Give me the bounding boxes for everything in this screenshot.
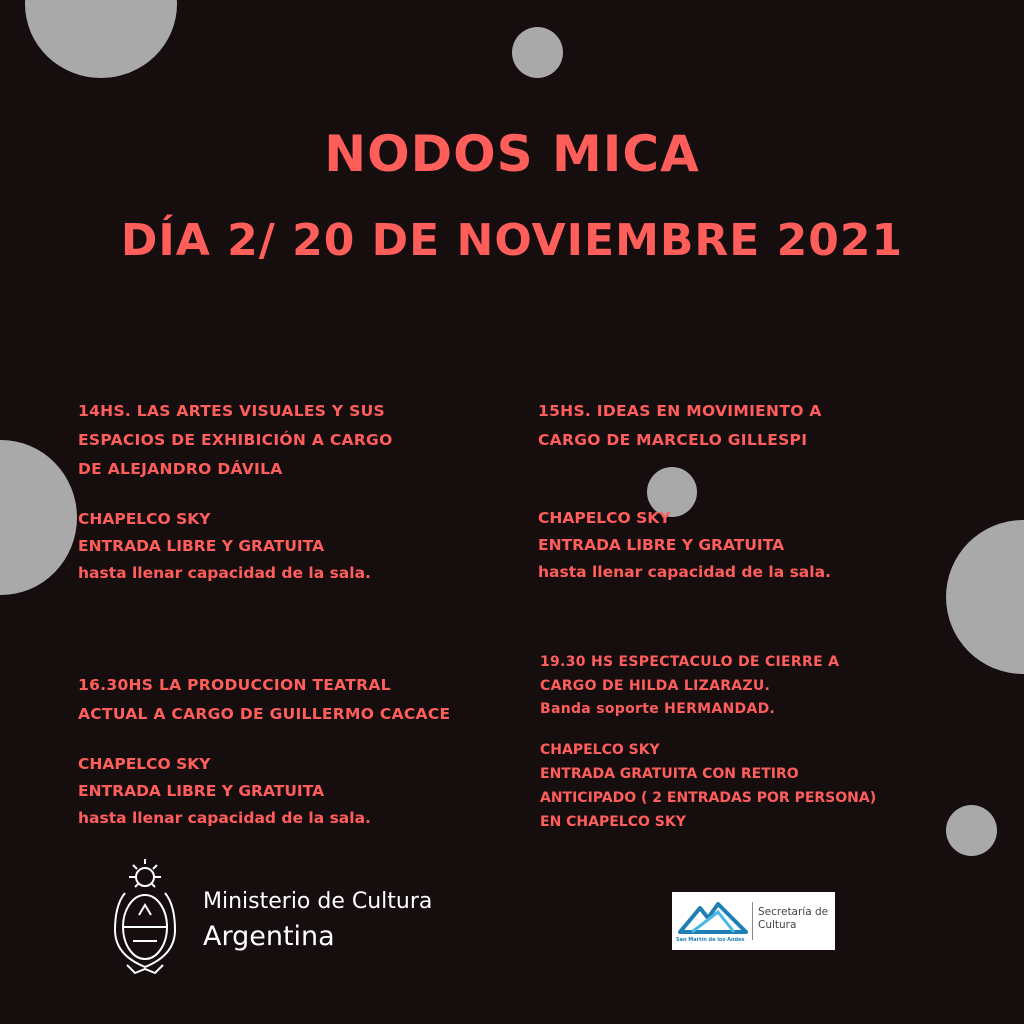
event-venue-line: ENTRADA GRATUITA CON RETIRO [540, 765, 799, 782]
event-venue-line: CHAPELCO SKY [540, 741, 660, 758]
event-heading-line: CARGO DE MARCELO GILLESPI [538, 431, 808, 449]
secretaria-name-line-2: Cultura [758, 919, 797, 931]
event-heading-line: 15HS. IDEAS EN MOVIMIENTO A [538, 402, 822, 420]
event-block-2 [538, 397, 831, 586]
event-venue-line: hasta llenar capacidad de la sala. [78, 564, 371, 582]
event-heading-line: ESPACIOS DE EXHIBICIÓN A CARGO [78, 431, 393, 449]
ministry-logo [105, 855, 465, 985]
event-block-3 [78, 671, 450, 832]
decor-circle-top-center [512, 27, 563, 78]
event-heading [78, 671, 450, 729]
event-venue [78, 506, 393, 587]
event-venue-line: CHAPELCO SKY [78, 755, 211, 773]
decor-circle-top-left [25, 0, 177, 78]
event-venue-line: ANTICIPADO ( 2 ENTRADAS POR PERSONA) [540, 789, 877, 806]
event-venue-line: ENTRADA LIBRE Y GRATUITA [538, 536, 785, 554]
event-venue-line: ENTRADA LIBRE Y GRATUITA [78, 537, 325, 555]
event-block-1 [78, 397, 393, 587]
mountain-logo-icon [678, 898, 748, 934]
event-venue [538, 505, 831, 586]
event-heading-line: 14HS. LAS ARTES VISUALES Y SUS [78, 402, 385, 420]
event-venue-line: CHAPELCO SKY [538, 509, 671, 527]
event-block-4 [540, 651, 876, 834]
event-venue [78, 751, 450, 832]
event-heading-line: CARGO DE HILDA LIZARAZU. [540, 677, 771, 694]
ministry-name-line-1: Ministerio de Cultura [203, 889, 433, 914]
event-venue [540, 738, 876, 834]
decor-circle-mid-right [946, 520, 1024, 674]
secretaria-cultura-logo [672, 892, 835, 950]
page-title: NODOS MICA [324, 125, 700, 183]
event-heading [540, 651, 876, 722]
decor-circle-mid-left [0, 440, 77, 595]
event-venue-line: CHAPELCO SKY [78, 510, 211, 528]
ministry-name-line-2: Argentina [203, 921, 335, 952]
event-venue-line: hasta llenar capacidad de la sala. [78, 809, 371, 827]
event-venue-line: EN CHAPELCO SKY [540, 813, 686, 830]
event-heading-line: 16.30HS LA PRODUCCION TEATRAL [78, 676, 391, 694]
event-heading [78, 397, 393, 484]
logo-divider [752, 902, 753, 940]
secretaria-name-line-1: Secretaría de [758, 906, 829, 918]
event-heading-line: DE ALEJANDRO DÁVILA [78, 460, 283, 478]
event-heading-line: 19.30 HS ESPECTACULO DE CIERRE A [540, 654, 840, 670]
page-subtitle: DÍA 2/ 20 DE NOVIEMBRE 2021 [120, 215, 904, 266]
event-venue-line: hasta llenar capacidad de la sala. [538, 563, 831, 581]
decor-circle-bottom-right [946, 805, 997, 856]
event-venue-line: ENTRADA LIBRE Y GRATUITA [78, 782, 325, 800]
secretaria-town-label: San Martín de los Andes [676, 937, 745, 943]
event-heading [538, 397, 831, 455]
event-heading-line: ACTUAL A CARGO DE GUILLERMO CACACE [78, 705, 451, 723]
event-heading-line: Banda soporte HERMANDAD. [540, 701, 776, 717]
argentina-coat-of-arms-icon [105, 855, 185, 980]
